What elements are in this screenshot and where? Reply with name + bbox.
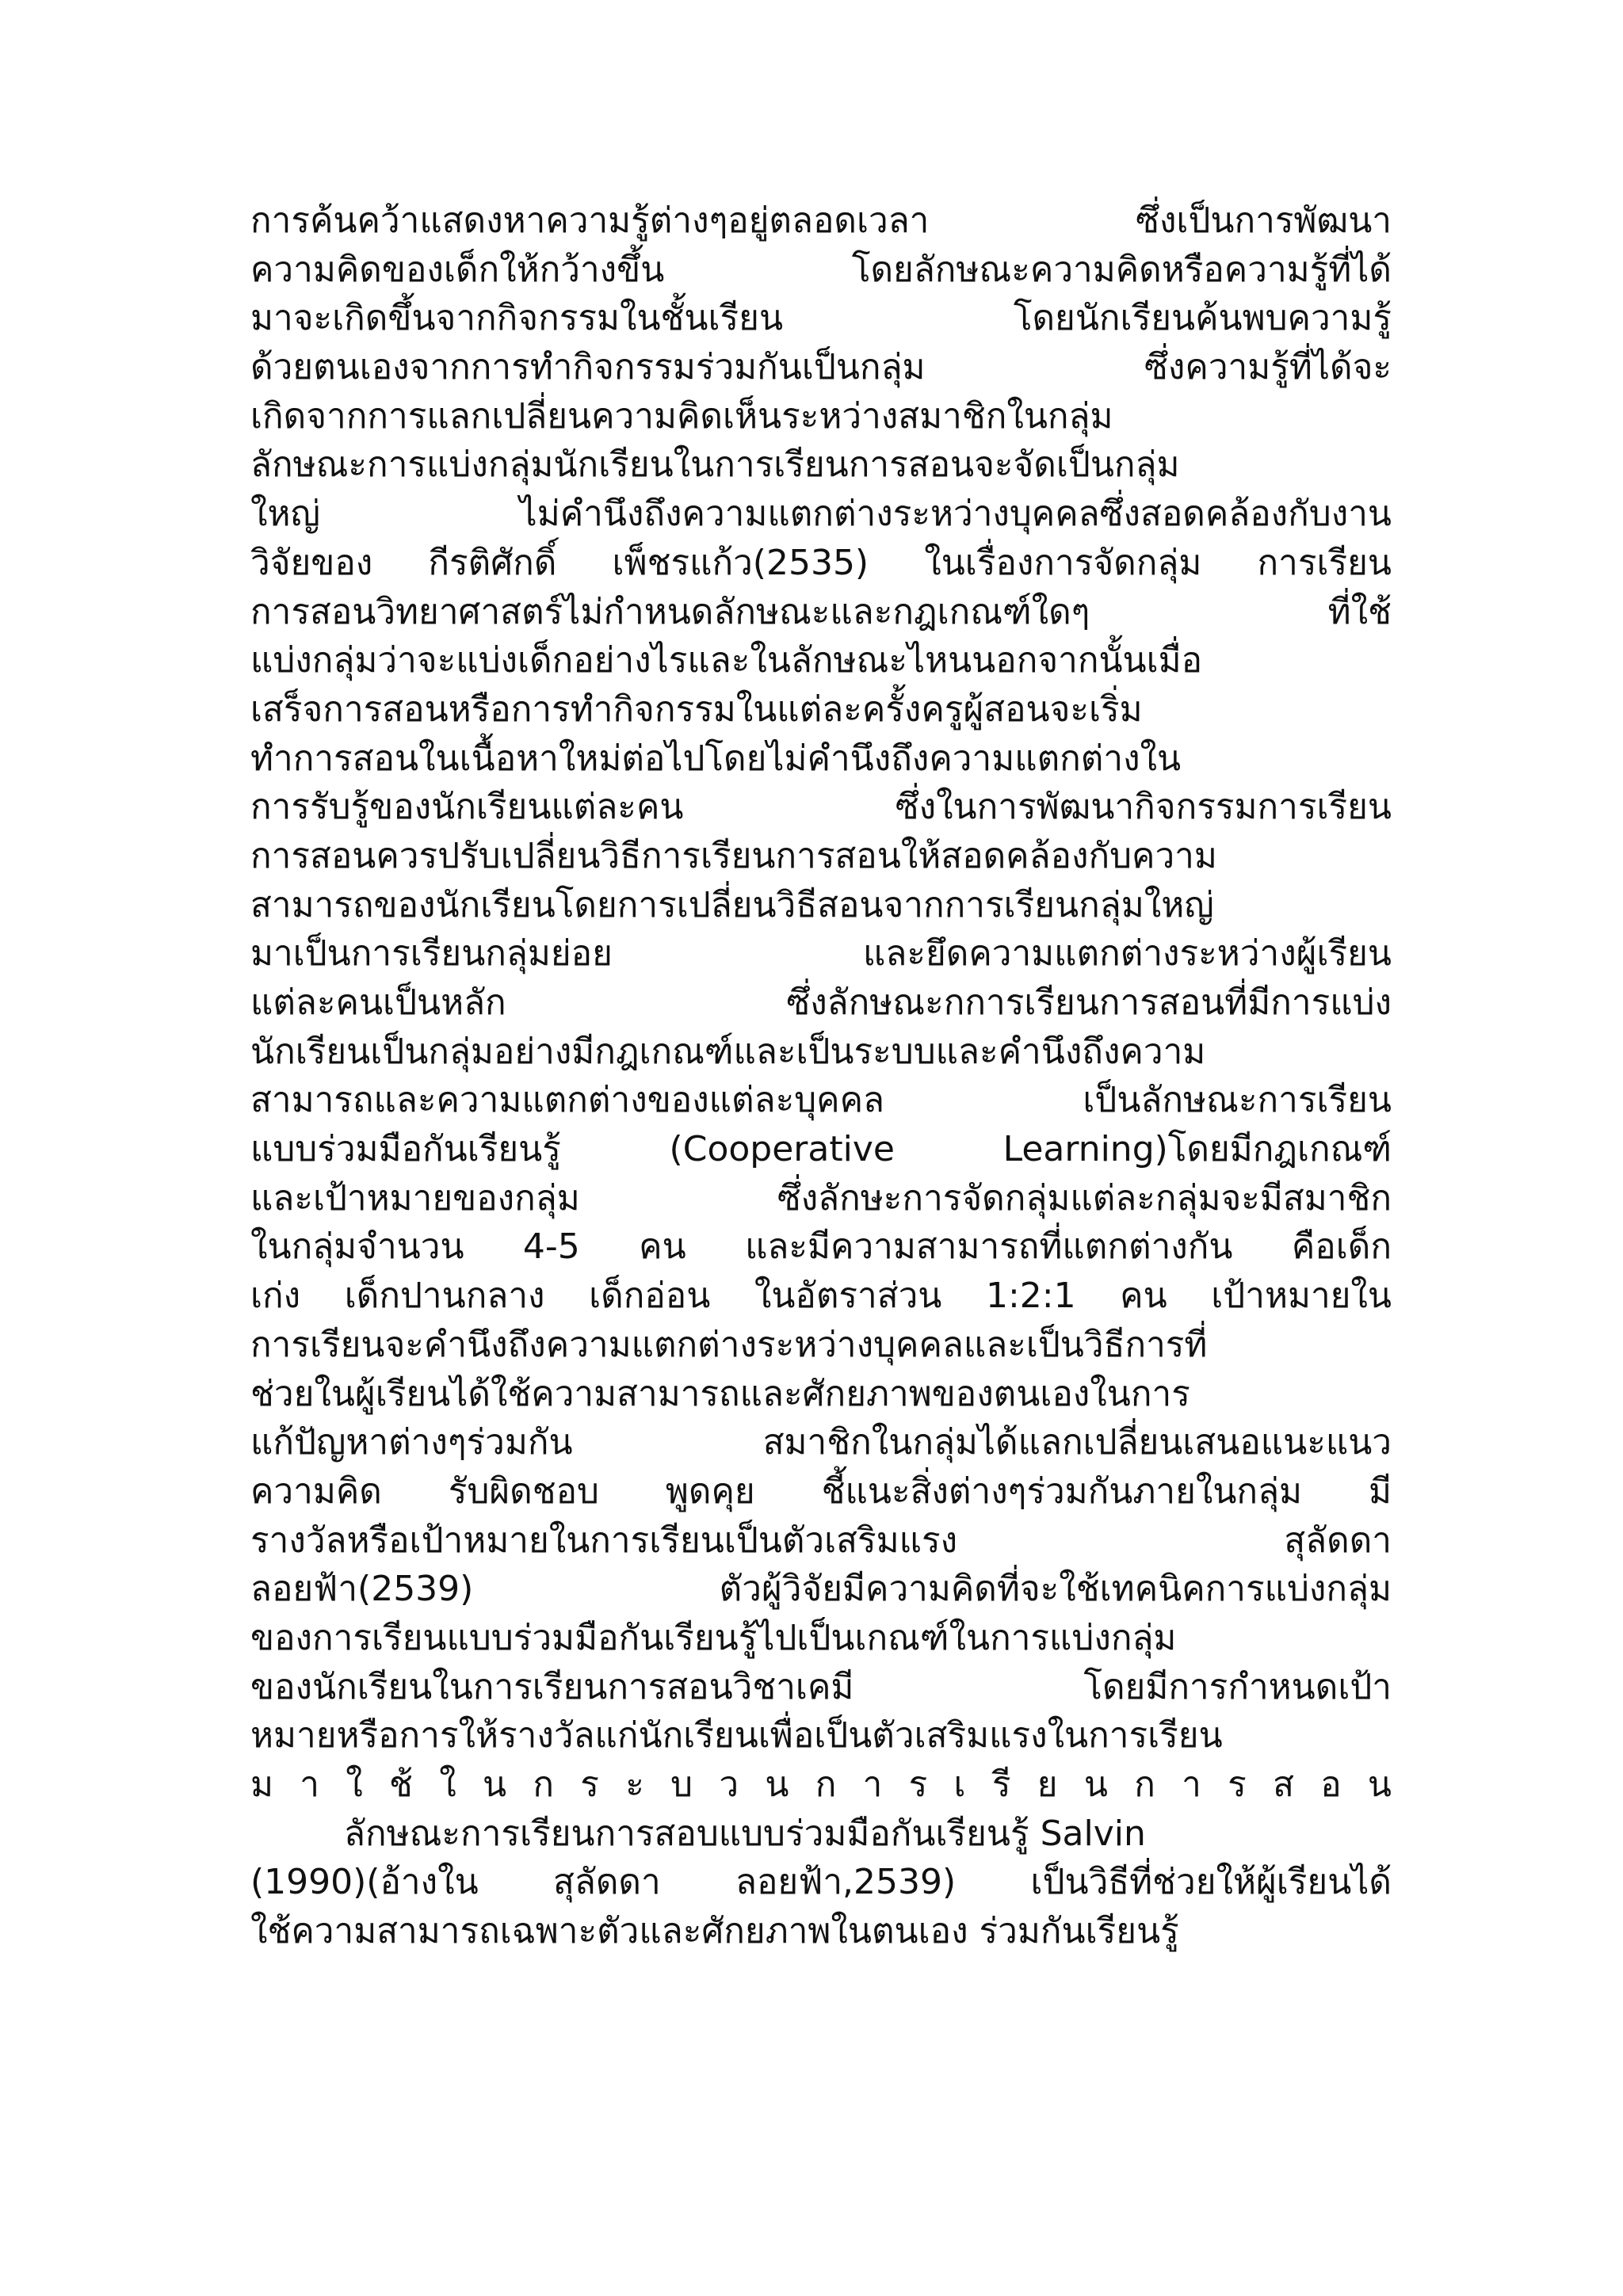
text-line: หมายหรือการให้รางวัลแก่นักเรียนเพื่อเป็นตัวเสริมแรงในการเรียน [250, 1715, 1223, 1756]
text-line: ของการเรียนแบบร่วมมือกันเรียนรู้ไปเป็นเกณฑ์ในการแบ่งกลุ่ม [250, 1617, 1177, 1658]
paragraph-first-line: ลักษณะการเรียนการสอบแบบร่วมมือกันเรียนรู้ Salvin [344, 1813, 1146, 1854]
text-line: ด้วยตนเองจากการทำกิจกรรมร่วมกันเป็นกลุ่ม ซึ่งความรู้ที่ได้จะ [250, 347, 1392, 388]
text-line: ใหญ่ ไม่คำนึงถึงความแตกต่างระหว่างบุคคลซึ่งสอดคล้องกับงาน [250, 494, 1392, 535]
text-line: วิจัยของ กีรติศักดิ์ เพ็ชรแก้ว(2535) ในเรื่องการจัดกลุ่ม การเรียน [250, 542, 1392, 583]
text-line: ของนักเรียนในการเรียนการสอนวิชาเคมี โดยมีการกำหนดเป้า [250, 1666, 1392, 1707]
text-line: สามารถของนักเรียนโดยการเปลี่ยนวิธีสอนจากการเรียนกลุ่มใหญ่ [250, 884, 1214, 925]
text-line: การสอนวิทยาศาสตร์ไม่กำหนดลักษณะและกฎเกณฑ์ใดๆ ที่ใช้ [250, 591, 1392, 632]
text-line: นักเรียนเป็นกลุ่มอย่างมีกฎเกณฑ์และเป็นระบบและคำนึงถึงความ [250, 1031, 1206, 1072]
text-line: การรับรู้ของนักเรียนแต่ละคน ซึ่งในการพัฒนากิจกรรมการเรียน [250, 787, 1392, 828]
text-line: รางวัลหรือเป้าหมายในการเรียนเป็นตัวเสริมแรง สุลัดดา [250, 1520, 1392, 1561]
text-line: เก่ง เด็กปานกลาง เด็กอ่อน ในอัตราส่วน 1:2:1 คน เป้าหมายใน [250, 1276, 1392, 1317]
body-text [250, 196, 1392, 1956]
text-line: ในกลุ่มจำนวน 4-5 คน และมีความสามารถที่แตกต่างกัน คือเด็ก [250, 1226, 1392, 1268]
text-line: ความคิด รับผิดชอบ พูดคุย ชี้แนะสิ่งต่างๆร่วมกันภายในกลุ่ม มี [250, 1470, 1392, 1512]
text-line: ลักษณะการแบ่งกลุ่มนักเรียนในการเรียนการสอนจะจัดเป็นกลุ่ม [250, 444, 1180, 486]
text-line: เกิดจากการแลกเปลี่ยนความคิดเห็นระหว่างสมาชิกในกลุ่ม [250, 395, 1113, 437]
text-line: ทำการสอนในเนื้อหาใหม่ต่อไปโดยไม่คำนึงถึงความแตกต่างใน [250, 738, 1182, 779]
text-line: การเรียนจะคำนึงถึงความแตกต่างระหว่างบุคคลและเป็นวิธีการที่ [250, 1324, 1208, 1365]
text-line: ลอยฟ้า(2539) ตัวผู้วิจัยมีความคิดที่จะใช้เทคนิคการแบ่งกลุ่ม [250, 1569, 1392, 1610]
text-line: ช่วยในผู้เรียนได้ใช้ความสามารถและศักยภาพของตนเองในการ [250, 1373, 1190, 1414]
text-line: และเป้าหมายของกลุ่ม ซึ่งลักษะการจัดกลุ่มแต่ละกลุ่มจะมีสมาชิก [250, 1177, 1392, 1219]
text-line: ความคิดของเด็กให้กว้างขึ้น โดยลักษณะความคิดหรือความรู้ที่ได้ [250, 249, 1392, 290]
text-line: ใช้ความสามารถเฉพาะตัวและศักยภาพในตนเอง ร่วมกันเรียนรู้ [250, 1911, 1179, 1952]
text-line: แต่ละคนเป็นหลัก ซึ่งลักษณะกการเรียนการสอนที่มีการแบ่ง [250, 982, 1392, 1023]
text-line: สามารถและความแตกต่างของแต่ละบุคคล เป็นลักษณะการเรียน [250, 1080, 1392, 1121]
text-line: ม า ใ ช้ ใ น ก ร ะ บ ว น ก า ร เ รี ย น ก า ร ส อ น [250, 1764, 1392, 1805]
text-line: มาจะเกิดขึ้นจากกิจกรรมในชั้นเรียน โดยนักเรียนค้นพบความรู้ [250, 298, 1392, 339]
text-line: แบ่งกลุ่มว่าจะแบ่งเด็กอย่างไรและในลักษณะไหนนอกจากนั้นเมื่อ [250, 640, 1203, 681]
text-line: (1990)(อ้างใน สุลัดดา ลอยฟ้า,2539) เป็นวิธีที่ช่วยให้ผู้เรียนได้ [250, 1862, 1392, 1903]
text-line: การสอนควรปรับเปลี่ยนวิธีการเรียนการสอนให้สอดคล้องกับความ [250, 835, 1217, 876]
text-line: แก้ปัญหาต่างๆร่วมกัน สมาชิกในกลุ่มได้แลกเปลี่ยนเสนอแนะแนว [250, 1422, 1392, 1463]
text-line: แบบร่วมมือกันเรียนรู้ (Cooperative Learning)โดยมีกฎเกณฑ์ [250, 1129, 1392, 1170]
text-line: การค้นคว้าแสดงหาความรู้ต่างๆอยู่ตลอดเวลา ซึ่งเป็นการพัฒนา [250, 200, 1392, 241]
text-line: เสร็จการสอนหรือการทำกิจกรรมในแต่ละครั้งครูผู้สอนจะเริ่ม [250, 688, 1143, 730]
text-line: มาเป็นการเรียนกลุ่มย่อย และยึดความแตกต่างระหว่างผู้เรียน [250, 933, 1392, 974]
